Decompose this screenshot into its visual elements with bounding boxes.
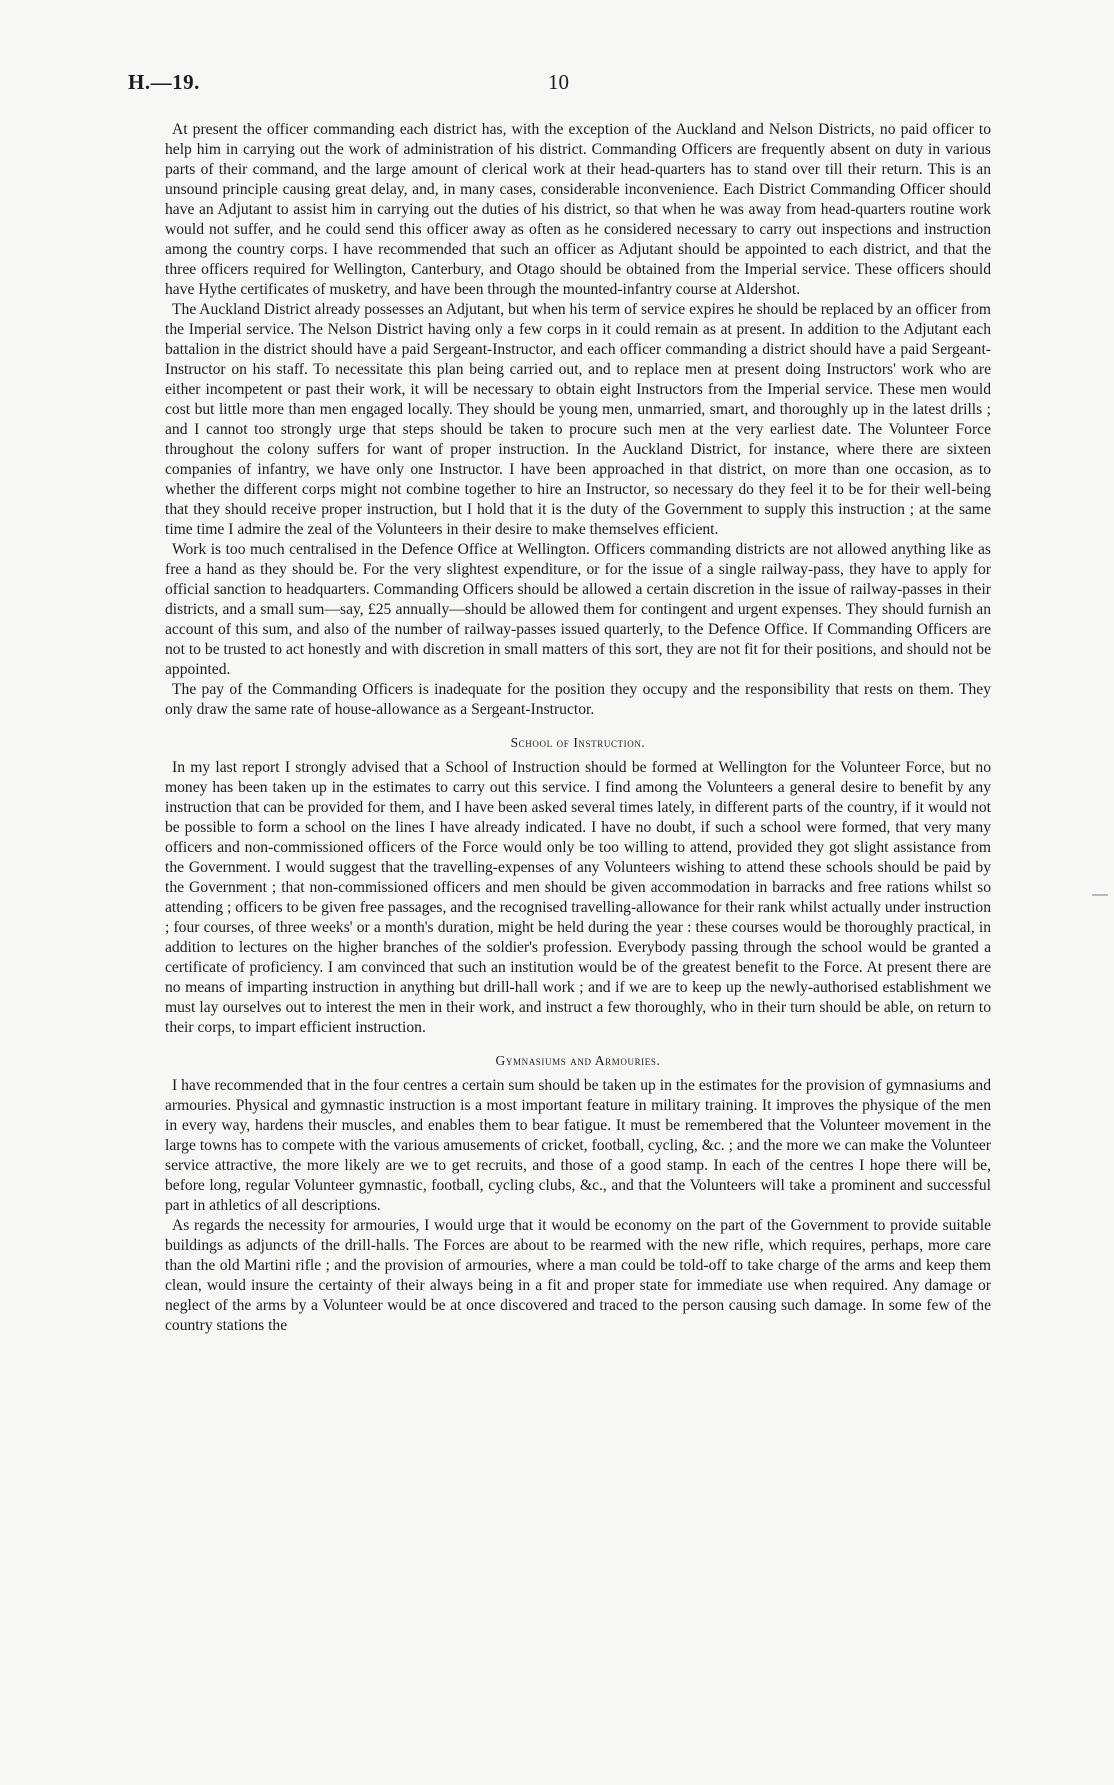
paragraph-centralisation: Work is too much centralised in the Defence Office at Wellington. Officers commanding districts are not allowed anything like as free a hand as they should be. For the very slightest expenditure, or for the issue of a single railway-pass, they have to apply for official sanction to headquarters. Commanding Officers should be allowed a certain discretion in the issue of railway-passes in their districts, and a small sum—say, £25 annually—should be allowed them for contingent and urgent expenses. They should furnish an account of this sum, and also of the number of railway-passes issued quarterly, to the Defence Office. If Commanding Officers are not to be trusted to act honestly and with discretion in small matters of this sort, they are not fit for their positions, and should not be appointed.	[165, 541, 991, 678]
margin-mark	[1092, 894, 1108, 896]
paragraph-pay: The pay of the Commanding Officers is inadequate for the position they occupy and the responsibility that rests on them. They only draw the same rate of house-allowance as a Sergeant-Instructor.	[165, 681, 991, 718]
paragraph-school-of-instruction: In my last report I strongly advised that a School of Instruction should be formed at Wellington for the Volunteer Force, but no money has been taken up in the estimates to carry out this service. I find among the Volunteers a general desire to benefit by any instruction that can be provided for them, and I have been asked several times lately, in different parts of the country, if it would not be possible to form a school on the lines I have already indicated. I have no doubt, if such a school were formed, that very many officers and non-commissioned officers of the Force would only be too willing to attend, provided they got slight assistance from the Government. I would suggest that the travelling-expenses of any Volunteers wishing to attend these schools should be paid by the Government ; that non-commissioned officers and men should be given accommodation in barracks and free rations whilst so attending ; officers to be given free passages, and the recognised travelling-allowance for their rank whilst actually under instruction ; four courses, of three weeks' or a month's duration, might be held during the year : these courses would be thoroughly practical, in addition to lectures on the higher branches of the soldier's profession. Everybody passing through the school would be granted a certificate of proficiency. I am convinced that such an institution would be of the greatest benefit to the Force. At present there are no means of imparting instruction in anything but drill-hall work ; and if we are to keep up the newly-authorised establishment we must lay ourselves out to interest the men in their work, and instruct a few thoroughly, who in their turn should be able, on return to their corps, to impart efficient instruction.	[165, 759, 991, 1036]
paragraph-armouries: As regards the necessity for armouries, I would urge that it would be economy on the part of the Government to provide suitable buildings as adjuncts of the drill-halls. The Forces are about to be rearmed with the new rifle, which requires, perhaps, more care than the old Martini rifle ; and the provision of armouries, where a man could be told-off to take charge of the arms and keep them clean, would insure the certainty of their always being in a fit and proper state for immediate use when required. Any damage or neglect of the arms by a Volunteer would be at once discovered and traced to the person causing such damage. In some few of the country stations the	[165, 1217, 991, 1334]
document-reference: H.—19.	[128, 70, 200, 94]
page-header	[128, 70, 990, 100]
section-heading-school: School of Instruction.	[510, 735, 646, 750]
paragraph-adjutants: At present the officer commanding each district has, with the exception of the Auckland and Nelson Districts, no paid officer to help him in carrying out the work of administration of his district. Commanding Officers are frequently absent on duty in various parts of their command, and the large amount of clerical work at their head-quarters has to stand over till their return. This is an unsound principle causing great delay, and, in many cases, considerable inconvenience. Each District Commanding Officer should have an Adjutant to assist him in carrying out the duties of his district, so that when he was away from head-quarters routine work would not suffer, and he could send this officer away as often as he considered necessary to carry out inspections and instruction among the country corps. I have recommended that such an officer as Adjutant should be appointed to each district, and that the three officers required for Wellington, Canterbury, and Otago should be obtained from the Imperial service. These officers should have Hythe certificates of musketry, and have been through the mounted-infantry course at Aldershot.	[165, 121, 991, 298]
page-number: 10	[548, 70, 569, 94]
section-heading-gymnasiums: Gymnasiums and Armouries.	[495, 1053, 661, 1068]
page-body	[165, 120, 991, 1336]
paragraph-gymnasiums: I have recommended that in the four centres a certain sum should be taken up in the estimates for the provision of gymnasiums and armouries. Physical and gymnastic instruction is a most important feature in military training. It improves the physique of the men in every way, hardens their muscles, and enables them to bear fatigue. It must be remembered that the Volunteer movement in the large towns has to compete with the various amusements of cricket, football, cycling, &c. ; and the more we can make the Volunteer service attractive, the more likely are we to get recruits, and those of a good stamp. In each of the centres I hope there will be, before long, regular Volunteer gymnastic, football, cycling clubs, &c., and that the Volunteers will take a prominent and successful part in athletics of all descriptions.	[165, 1077, 991, 1214]
paragraph-instructors: The Auckland District already possesses an Adjutant, but when his term of service expires he should be replaced by an officer from the Imperial service. The Nelson District having only a few corps in it could remain as at present. In addition to the Adjutant each battalion in the district should have a paid Sergeant-Instructor, and each officer commanding a district should have a paid Sergeant-Instructor on his staff. To necessitate this plan being carried out, and to replace men at present doing Instructors' work who are either incompetent or past their work, it will be necessary to obtain eight Instructors from the Imperial service. These men would cost but little more than men engaged locally. They should be young men, unmarried, smart, and thoroughly up in the latest drills ; and I cannot too strongly urge that steps should be taken to procure such men at the very earliest date. The Volunteer Force throughout the colony suffers for want of proper instruction. In the Auckland District, for instance, where there are sixteen companies of infantry, we have only one Instructor. I have been approached in that district, on more than one occasion, as to whether the different corps might not combine together to hire an Instructor, so necessary do they feel it to be for their well-being that they should receive proper instruction, but I hold that it is the duty of the Government to supply this instruction ; at the same time time I admire the zeal of the Volunteers in their desire to make themselves efficient.	[165, 301, 992, 538]
